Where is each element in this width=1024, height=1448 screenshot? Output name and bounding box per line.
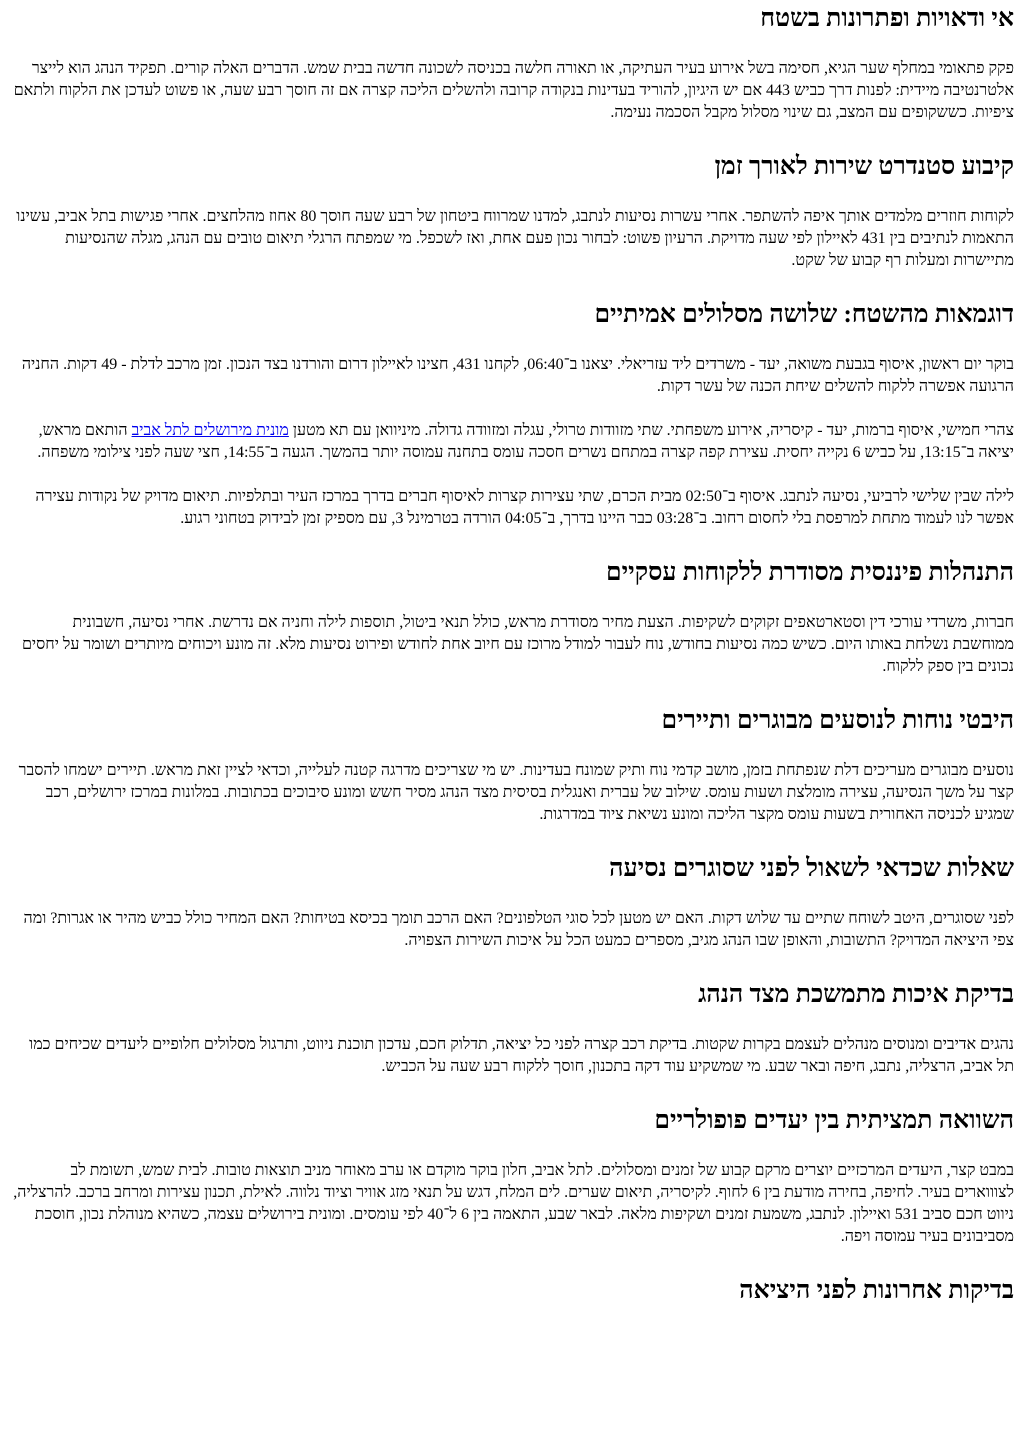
section-quality-check	[12, 980, 1014, 1078]
section-field-examples	[12, 300, 1014, 530]
section-paragraph: נהגים אדיבים ומנוסים מנהלים לעצמם בקרות שקטות. בדיקת רכב קצרה לפני כל יציאה, תדלוק חכם, עדכון תוכנת ניווט, ותרגול מסלולים חלופיים ליעדים שכיחים כמו תל אביב, הרצליה, נתבג, חיפה ובאר שבע. מי שמשקיע עוד דקה בתכנון, חוסך ללקוח רבע שעה על הכביש.	[29, 1036, 1014, 1075]
section-heading: היבטי נוחות לנוסעים מבוגרים ותיירים	[661, 707, 1014, 734]
section-heading: אי ודאויות ופתרונות בשטח	[760, 5, 1014, 32]
section-heading: בדיקת איכות מתמשכת מצד הנהג	[698, 981, 1014, 1008]
section-heading: דוגמאות מהשטח: שלושה מסלולים אמיתיים	[594, 301, 1014, 328]
section-comfort	[12, 706, 1014, 826]
section-service-standard	[12, 152, 1014, 272]
section-paragraph: פקק פתאומי במחלף שער הגיא, חסימה בשל אירוע בעיר העתיקה, או תאורה חלשה בכניסה לשכונה חדשה בבית שמש. הדברים האלה קורים. תפקיד הנהג הוא לייצר אלטרנטיבה מיידית: לפנות דרך כביש 443 אם יש היגיון, להוריד בעדינות בנקודה קרובה ולהשלים הליכה קצרה אם זה חוסך רבע שעה, או פשוט לעדכן את הלקוח ולתאם ציפיות. כששקופים עם המצב, גם שינוי מסלול מקבל הסכמה נעימה.	[13, 60, 1014, 121]
section-paragraph: בוקר יום ראשון, איסוף בגבעת משואה, יעד - משרדים ליד עזריאלי. יצאנו ב־06:40, לקחנו 431, חצינו לאיילון דרום והורדנו בצד הנכון. זמן מרכב לדלת - 49 דקות. החניה הרגועה אפשרה ללקוח להשלים שיחת הכנה של עשר דקות.	[21, 356, 1014, 395]
section-financial	[12, 558, 1014, 678]
paragraph-text: הותאם מראש, יציאה ב־13:15, על כביש 6 נקייה יחסית. עצירת קפה קצרה במתחם נשרים חסכה עומס בתחנה עמוסה יותר בהמשך. הגעה ב־14:55, חצי שעה לפני צילומי משפחה.	[37, 422, 1014, 461]
section-paragraph: חברות, משרדי עורכי דין וסטארטאפים זקוקים לשקיפות. הצעת מחיר מסודרת מראש, כולל תנאי ביטול, תוספות לילה וחניה אם נדרשת. אחרי נסיעה, חשבונית ממוחשבת נשלחת באותו היום. כשיש כמה נסיעות בחודש, נוח לעבור למודל מרוכז עם חיוב אחת לחודש ופירוט נסיעות מלא. זה מונע ויכוחים מיותרים ושומר על יחסים נכונים בין ספק ללקוח.	[21, 614, 1014, 675]
section-heading: בדיקות אחרונות לפני היציאה	[739, 1277, 1014, 1304]
section-heading: קיבוע סטנדרט שירות לאורך זמן	[714, 153, 1014, 180]
section-heading: שאלות שכדאי לשאול לפני שסוגרים נסיעה	[609, 855, 1014, 882]
section-heading: התנהלות פיננסית מסודרת ללקוחות עסקיים	[606, 559, 1014, 586]
section-paragraph-with-link	[12, 420, 1014, 464]
section-destinations	[12, 1106, 1014, 1248]
paragraph-text: צהרי חמישי, איסוף ברמות, יעד - קיסריה, אירוע משפחתי. שתי מזוודות טרולי, עגלה ומזוודה גדולה. מיניוואן עם תא מטען	[288, 422, 1014, 439]
section-questions	[12, 854, 1014, 952]
section-final-checks	[12, 1276, 1014, 1306]
section-paragraph: לפני שסוגרים, היטב לשוחח שתיים עד שלוש דקות. האם יש מטען לכל סוגי הטלפונים? האם הרכב תומך בכיסא בטיחות? האם המחיר כולל כביש מהיר או אגרות? ומה צפי היציאה המדויק? התשובות, והאופן שבו הנהג מגיב, מספרים כמעט הכל על איכות השירות הצפויה.	[23, 910, 1014, 949]
section-heading: השוואה תמציתית בין יעדים פופולריים	[654, 1107, 1014, 1134]
jerusalem-tel-aviv-taxi-link[interactable]: מונית מירושלים לתל אביב	[131, 422, 289, 439]
section-paragraph: לקוחות חוזרים מלמדים אותך איפה להשתפר. אחרי עשרות נסיעות לנתבג, למדנו שמרווח ביטחון של רבע שעה חוסך 80 אחוז מהלחצים. אחרי פגישות בתל אביב, עשינו התאמות לנתיבים בין 431 לאיילון לפי שעה מדויקת. הרעיון פשוט: לבחור נכון פעם אחת, ואז לשכפל. מי שמפתח הרגלי תיאום טובים עם הנהג, מגלה שהנסיעות מתיישרות ומעלות רף קבוע של שקט.	[16, 208, 1014, 269]
section-paragraph: במבט קצר, היעדים המרכזיים יוצרים מרקם קבוע של זמנים ומסלולים. לתל אביב, חלון בוקר מוקדם או ערב מאוחר מניב תוצאות טובות. לבית שמש, תשומת לב לצוווארים בעיר. לחיפה, בחירה מודעת בין 6 לחוף. לקיסריה, תיאום שערים. לים המלח, דגש על תנאי מזג אוויר וציוד נלווה. לאילת, תכנון עצירות ומרחב ברכב. להרצליה, ניווט חכם סביב 531 ואיילון. לנתבג, משמעת זמנים ושקיפות מלאה. לבאר שבע, התאמה בין 6 ל־40 לפי עומסים. ומונית בירושלים עצמה, כשהיא מנוהלת נכון, חוסכת מסביבונים בעיר עמוסה ויפה.	[13, 1162, 1014, 1245]
section-uncertainties	[12, 0, 1014, 124]
section-paragraph: נוסעים מבוגרים מעריכים דלת שנפתחת בזמן, מושב קדמי נוח ותיק שמונח בעדינות. יש מי שצריכים מדרגה קטנה לעלייה, וכדאי לציין זאת מראש. תיירים ישמחו להסבר קצר על משך הנסיעה, עצירה מומלצת ושעות עומס. שילוב של עברית ואנגלית בסיסית מצד הנהג מסיר חשש ומונע סיבוכים בכתובות. במלונות במרכז ירושלים, רכב שמגיע לכניסה האחורית בשעות עומס מקצר הליכה ומונע נשיאת ציוד במדרגות.	[18, 762, 1014, 823]
section-paragraph: לילה שבין שלישי לרביעי, נסיעה לנתבג. איסוף ב־02:50 מבית הכרם, שתי עצירות קצרות לאיסוף חברים בדרך במרכז העיר ובתלפיות. תיאום מדויק של נקודות עצירה אפשר לנו לעמוד מתחת למרפסת בלי לחסום רחוב. ב־03:28 כבר היינו בדרך, ב־04:05 הורדה בטרמינל 3, עם מספיק זמן לבידוק בטחוני רגוע.	[35, 488, 1014, 527]
